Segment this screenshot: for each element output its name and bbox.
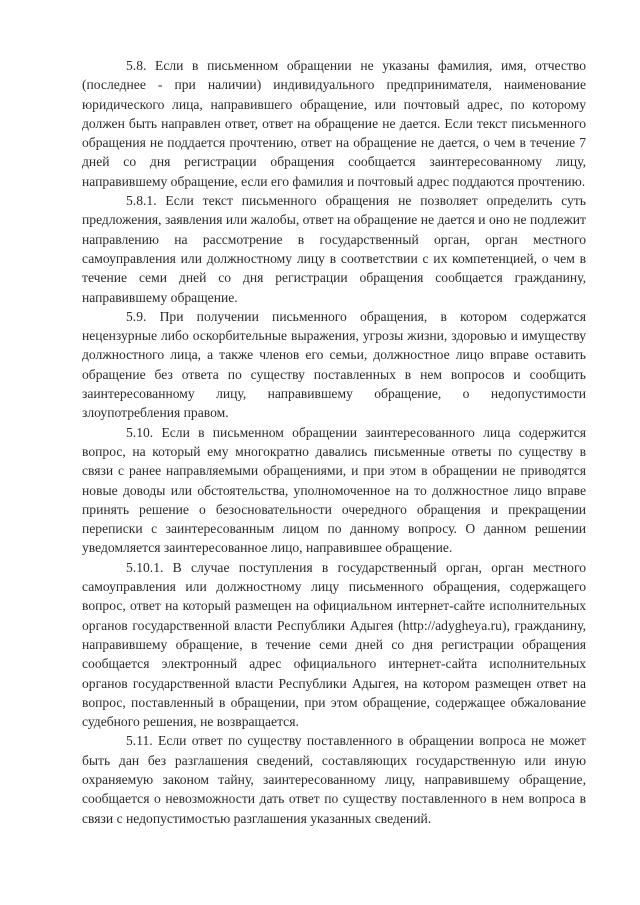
- paragraph-5-11: 5.11. Если ответ по существу поставленного в обращении вопроса не может быть дан без разглашения сведений, составляющих государственную или иную охраняемую законом тайну, заинтересованному лицу, направившему обращение, сообщается о невозможности дать ответ по существу поставленного в нем вопроса в связи с недопустимостью разглашения указанных сведений.: [82, 733, 586, 826]
- document-page: [82, 56, 586, 828]
- paragraph-5-9: 5.9. При получении письменного обращения, в котором содержатся нецензурные либо оскорбительные выражения, угрозы жизни, здоровью и имуществу должностного лица, а также членов его семьи, должностное лицо вправе оставить обращение без ответа по существу поставленных в нем вопросов и сообщить заинтересованному лицу, направившему обращение, о недопустимости злоупотребления правом.: [82, 308, 586, 421]
- paragraph-5-8: 5.8. Если в письменном обращении не указаны фамилия, имя, отчество (последнее - при наличии) индивидуального предпринимателя, наименование юридического лица, направившего обращение, или почтовый адрес, по которому должен быть направлен ответ, ответ на обращение не дается. Если текст письменного обращения не поддается прочтению, ответ на обращение не дается, о чем в течение 7 дней со дня регистрации обращения сообщается заинтересованному лицу, направившему обращение, если его фамилия и почтовый адрес поддаются прочтению.: [82, 58, 586, 189]
- paragraph-5-10-1: 5.10.1. В случае поступления в государственный орган, орган местного самоуправления или должностному лицу письменного обращения, содержащего вопрос, ответ на который размещен на официальном интернет-сайте исполнительных органов государственной власти Республики Адыгея (http://adygheya.ru), гражданину, направившему обращение, в течение семи дней со дня регистрации обращения сообщается электронный адрес официального интернет-сайта исполнительных органов государственной власти Республики Адыгея, на котором размещен ответ на вопрос, поставленный в обращении, при этом обращение, содержащее обжалование судебного решения, не возвращается.: [82, 559, 586, 730]
- paragraph-5-10: 5.10. Если в письменном обращении заинтересованного лица содержится вопрос, на который ему многократно давались письменные ответы по существу в связи с ранее направляемыми обращениями, и при этом в обращении не приводятся новые доводы или обстоятельства, уполномоченное на то должностное лицо вправе принять решение о безосновательности очередного обращения и прекращении переписки с заинтересованным лицом по данному вопросу. О данном решении уведомляется заинтересованное лицо, направившее обращение.: [82, 424, 586, 556]
- paragraph-5-8-1: 5.8.1. Если текст письменного обращения не позволяет определить суть предложения, заявления или жалобы, ответ на обращение не дается и оно не подлежит направлению на рассмотрение в государственный орган, орган местного самоуправления или должностному лицу в соответствии с их компетенцией, о чем в течение семи дней со дня регистрации обращения сообщается гражданину, направившему обращение.: [82, 193, 586, 305]
